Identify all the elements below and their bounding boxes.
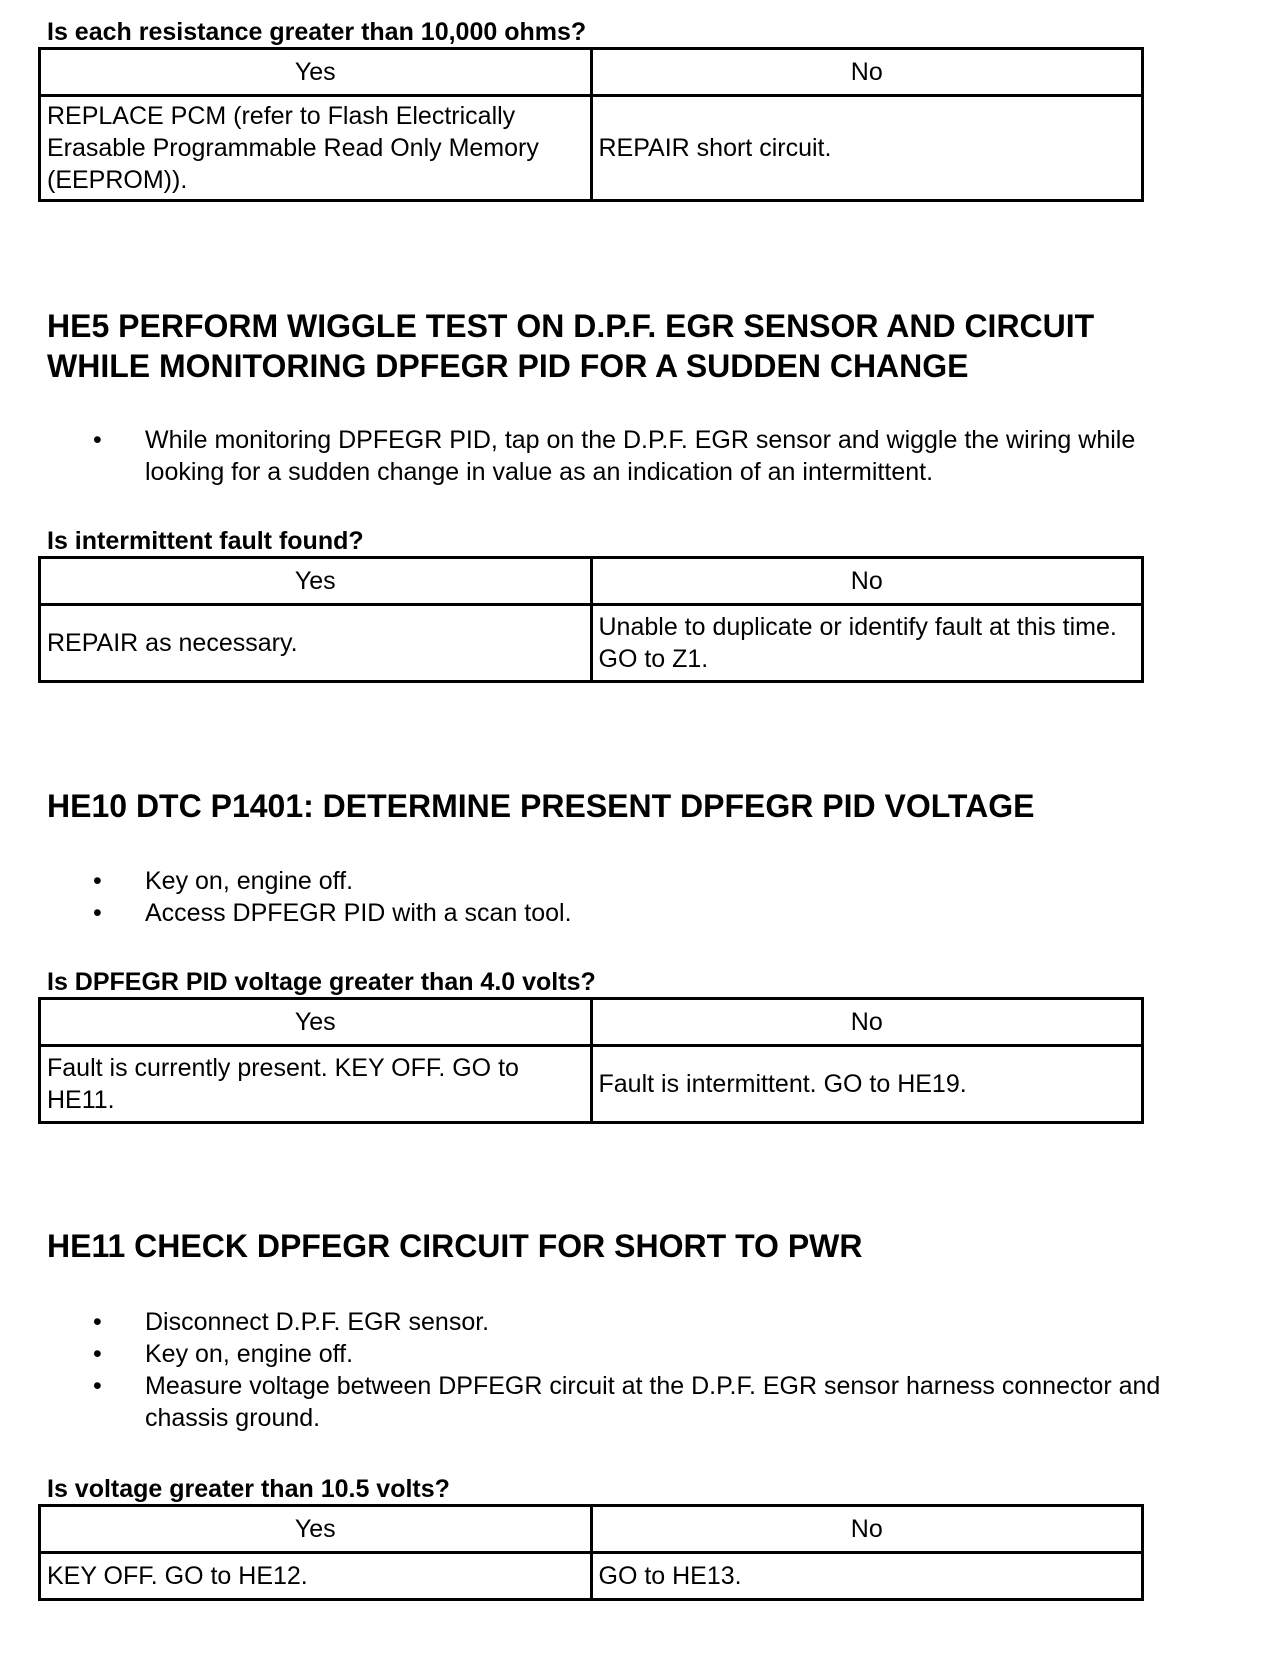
- answer-table-resistance: [38, 47, 1144, 202]
- answer-table-dpfegr-voltage: [38, 997, 1144, 1124]
- no-header: No: [591, 1506, 1143, 1553]
- question-voltage: Is voltage greater than 10.5 volts?: [47, 1475, 450, 1503]
- bullet-list-he5: [0, 424, 1215, 488]
- bullet-list-he11: [0, 1306, 1215, 1434]
- bullet-icon: •: [93, 426, 102, 454]
- yes-answer: Fault is currently present. KEY OFF. GO to HE11.: [40, 1046, 592, 1123]
- bullet-icon: •: [93, 899, 102, 927]
- question-intermittent: Is intermittent fault found?: [47, 527, 364, 555]
- no-answer: Unable to duplicate or identify fault at this time. GO to Z1.: [591, 605, 1143, 682]
- heading-he10: HE10 DTC P1401: DETERMINE PRESENT DPFEGR PID VOLTAGE: [47, 788, 1035, 824]
- heading-he11: HE11 CHECK DPFEGR CIRCUIT FOR SHORT TO PWR: [47, 1228, 863, 1264]
- list-item: • Measure voltage between DPFEGR circuit at the D.P.F. EGR sensor harness connector and chassis ground.: [93, 1372, 1161, 1432]
- list-item: • Disconnect D.P.F. EGR sensor.: [93, 1308, 490, 1336]
- list-item: • While monitoring DPFEGR PID, tap on the D.P.F. EGR sensor and wiggle the wiring while looking for a sudden change in value as an indication of an intermittent.: [93, 426, 1136, 486]
- yes-answer: REPAIR as necessary.: [40, 605, 592, 682]
- answer-table-intermittent: [38, 556, 1144, 683]
- list-item: • Access DPFEGR PID with a scan tool.: [93, 899, 572, 927]
- yes-header: Yes: [40, 49, 592, 96]
- no-header: No: [591, 999, 1143, 1046]
- bullet-icon: •: [93, 867, 102, 895]
- yes-answer: KEY OFF. GO to HE12.: [40, 1553, 592, 1600]
- bullet-list-he10: [0, 865, 1215, 929]
- question-resistance: Is each resistance greater than 10,000 ohms?: [47, 18, 587, 46]
- list-item: • Key on, engine off.: [93, 867, 354, 895]
- yes-header: Yes: [40, 558, 592, 605]
- heading-he5: HE5 PERFORM WIGGLE TEST ON D.P.F. EGR SENSOR AND CIRCUIT WHILE MONITORING DPFEGR PID FOR A SUDDEN CHANGE: [47, 308, 1095, 384]
- list-item: • Key on, engine off.: [93, 1340, 354, 1368]
- no-header: No: [591, 558, 1143, 605]
- no-answer: Fault is intermittent. GO to HE19.: [591, 1046, 1143, 1123]
- bullet-icon: •: [93, 1372, 102, 1400]
- no-answer: REPAIR short circuit.: [591, 96, 1143, 201]
- question-dpfegr-voltage: Is DPFEGR PID voltage greater than 4.0 volts?: [47, 968, 596, 996]
- no-header: No: [591, 49, 1143, 96]
- yes-header: Yes: [40, 1506, 592, 1553]
- answer-table-voltage: [38, 1504, 1144, 1601]
- yes-answer: REPLACE PCM (refer to Flash Electrically Erasable Programmable Read Only Memory (EEPROM)).: [40, 96, 592, 201]
- bullet-icon: •: [93, 1340, 102, 1368]
- no-answer: GO to HE13.: [591, 1553, 1143, 1600]
- yes-header: Yes: [40, 999, 592, 1046]
- bullet-icon: •: [93, 1308, 102, 1336]
